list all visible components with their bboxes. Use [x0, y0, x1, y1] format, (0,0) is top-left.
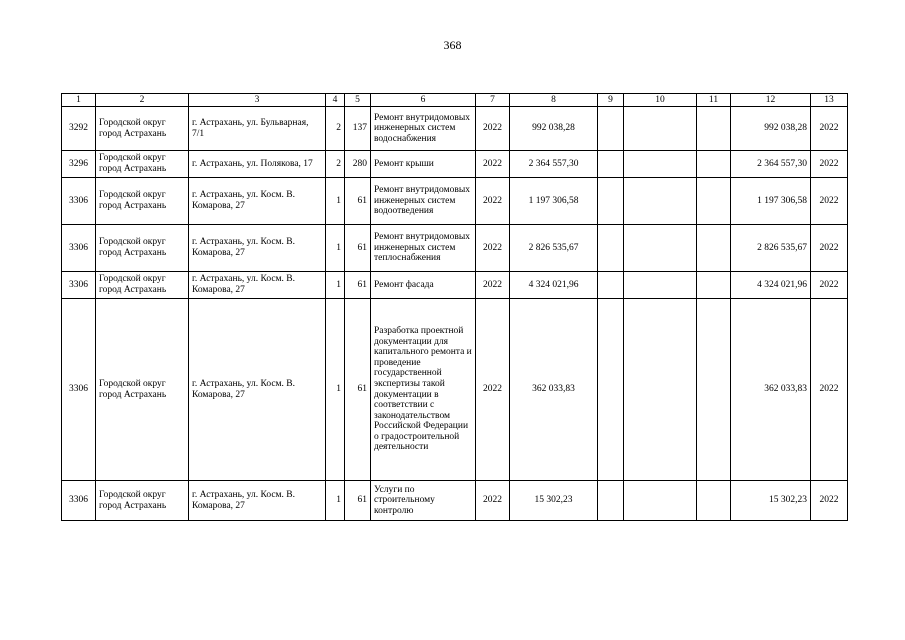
column-9-cell — [598, 178, 624, 225]
column-4-cell: 2 — [326, 107, 345, 151]
column-10-cell — [624, 178, 697, 225]
address-cell: г. Астрахань, ул. Косм. В. Комарова, 27 — [189, 225, 326, 272]
municipality-cell: Городской округ город Астрахань — [96, 107, 189, 151]
address-cell: г. Астрахань, ул. Косм. В. Комарова, 27 — [189, 481, 326, 521]
column-5-cell: 61 — [345, 299, 371, 481]
column-10-cell — [624, 151, 697, 178]
total-cost-cell: 992 038,28 — [731, 107, 811, 151]
row-number: 3306 — [62, 481, 96, 521]
address-cell: г. Астрахань, ул. Косм. В. Комарова, 27 — [189, 272, 326, 299]
total-cost-cell: 15 302,23 — [731, 481, 811, 521]
column-10-cell — [624, 299, 697, 481]
header-cell: 8 — [510, 94, 598, 107]
cost-cell: 992 038,28 — [510, 107, 598, 151]
work-type-cell: Ремонт внутридомовых инженерных систем водоснабжения — [371, 107, 476, 151]
cost-cell: 4 324 021,96 — [510, 272, 598, 299]
cost-cell: 362 033,83 — [510, 299, 598, 481]
column-9-cell — [598, 225, 624, 272]
column-5-cell: 61 — [345, 178, 371, 225]
address-cell: г. Астрахань, ул. Косм. В. Комарова, 27 — [189, 299, 326, 481]
table-row — [62, 481, 848, 521]
header-cell: 12 — [731, 94, 811, 107]
column-4-cell: 1 — [326, 481, 345, 521]
column-5-cell: 137 — [345, 107, 371, 151]
row-number: 3306 — [62, 178, 96, 225]
address-cell: г. Астрахань, ул. Бульварная, 7/1 — [189, 107, 326, 151]
column-4-cell: 1 — [326, 272, 345, 299]
completion-year-cell: 2022 — [811, 151, 848, 178]
completion-year-cell: 2022 — [811, 299, 848, 481]
column-4-cell: 1 — [326, 299, 345, 481]
year-cell: 2022 — [476, 481, 510, 521]
address-cell: г. Астрахань, ул. Полякова, 17 — [189, 151, 326, 178]
header-cell: 3 — [189, 94, 326, 107]
header-row — [62, 94, 848, 107]
municipality-cell: Городской округ город Астрахань — [96, 225, 189, 272]
work-type-cell: Услуги по строительному контролю — [371, 481, 476, 521]
column-11-cell — [697, 272, 731, 299]
page-number: 368 — [443, 38, 462, 52]
table-row — [62, 151, 848, 178]
total-cost-cell: 2 364 557,30 — [731, 151, 811, 178]
row-number: 3306 — [62, 299, 96, 481]
header-cell: 1 — [62, 94, 96, 107]
year-cell: 2022 — [476, 107, 510, 151]
column-5-cell: 61 — [345, 272, 371, 299]
column-10-cell — [624, 272, 697, 299]
column-11-cell — [697, 299, 731, 481]
header-cell: 2 — [96, 94, 189, 107]
header-cell: 5 — [345, 94, 371, 107]
address-cell: г. Астрахань, ул. Косм. В. Комарова, 27 — [189, 178, 326, 225]
header-cell: 10 — [624, 94, 697, 107]
column-10-cell — [624, 225, 697, 272]
table-row — [62, 178, 848, 225]
municipality-cell: Городской округ город Астрахань — [96, 299, 189, 481]
cost-cell: 1 197 306,58 — [510, 178, 598, 225]
completion-year-cell: 2022 — [811, 481, 848, 521]
completion-year-cell: 2022 — [811, 225, 848, 272]
completion-year-cell: 2022 — [811, 107, 848, 151]
row-number: 3306 — [62, 272, 96, 299]
total-cost-cell: 1 197 306,58 — [731, 178, 811, 225]
year-cell: 2022 — [476, 225, 510, 272]
header-cell: 11 — [697, 94, 731, 107]
column-11-cell — [697, 178, 731, 225]
column-9-cell — [598, 151, 624, 178]
total-cost-cell: 2 826 535,67 — [731, 225, 811, 272]
cost-cell: 2 826 535,67 — [510, 225, 598, 272]
header-cell: 13 — [811, 94, 848, 107]
municipality-cell: Городской округ город Астрахань — [96, 272, 189, 299]
table-row — [62, 299, 848, 481]
column-9-cell — [598, 272, 624, 299]
column-4-cell: 1 — [326, 225, 345, 272]
column-10-cell — [624, 481, 697, 521]
municipality-cell: Городской округ город Астрахань — [96, 178, 189, 225]
column-5-cell: 280 — [345, 151, 371, 178]
column-5-cell: 61 — [345, 225, 371, 272]
column-4-cell: 1 — [326, 178, 345, 225]
column-5-cell: 61 — [345, 481, 371, 521]
work-type-cell: Разработка проектной документации для капитального ремонта и проведение государственной экспертизы такой документации в соответствии с законодательством Российской Федерации о градостроительной деятельности — [371, 299, 476, 481]
cost-cell: 15 302,23 — [510, 481, 598, 521]
total-cost-cell: 362 033,83 — [731, 299, 811, 481]
table-row — [62, 272, 848, 299]
year-cell: 2022 — [476, 178, 510, 225]
column-9-cell — [598, 299, 624, 481]
work-type-cell: Ремонт внутридомовых инженерных систем теплоснабжения — [371, 225, 476, 272]
cost-cell: 2 364 557,30 — [510, 151, 598, 178]
work-type-cell: Ремонт внутридомовых инженерных систем водоотведения — [371, 178, 476, 225]
municipality-cell: Городской округ город Астрахань — [96, 151, 189, 178]
row-number: 3296 — [62, 151, 96, 178]
year-cell: 2022 — [476, 299, 510, 481]
work-type-cell: Ремонт крыши — [371, 151, 476, 178]
work-type-cell: Ремонт фасада — [371, 272, 476, 299]
year-cell: 2022 — [476, 151, 510, 178]
completion-year-cell: 2022 — [811, 272, 848, 299]
capital-repair-table — [61, 93, 848, 521]
column-11-cell — [697, 225, 731, 272]
table-row — [62, 225, 848, 272]
row-number: 3292 — [62, 107, 96, 151]
table-row — [62, 107, 848, 151]
column-4-cell: 2 — [326, 151, 345, 178]
column-11-cell — [697, 151, 731, 178]
header-cell: 6 — [371, 94, 476, 107]
header-cell: 9 — [598, 94, 624, 107]
column-9-cell — [598, 107, 624, 151]
column-11-cell — [697, 481, 731, 521]
total-cost-cell: 4 324 021,96 — [731, 272, 811, 299]
row-number: 3306 — [62, 225, 96, 272]
header-cell: 4 — [326, 94, 345, 107]
column-11-cell — [697, 107, 731, 151]
year-cell: 2022 — [476, 272, 510, 299]
municipality-cell: Городской округ город Астрахань — [96, 481, 189, 521]
column-9-cell — [598, 481, 624, 521]
completion-year-cell: 2022 — [811, 178, 848, 225]
header-cell: 7 — [476, 94, 510, 107]
column-10-cell — [624, 107, 697, 151]
